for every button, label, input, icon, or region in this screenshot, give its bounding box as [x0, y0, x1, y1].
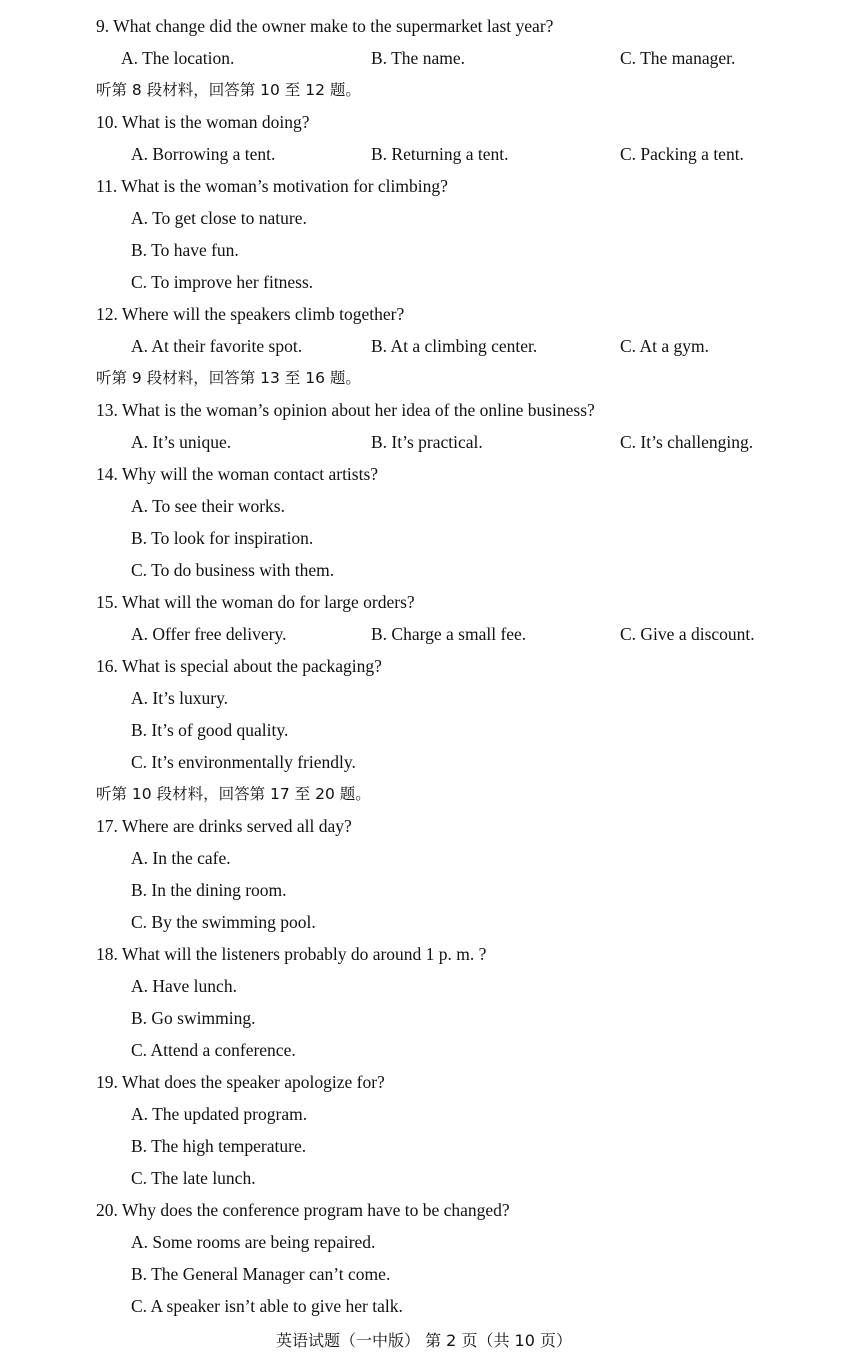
question-9-option-c: C. The manager.	[620, 48, 736, 68]
page-footer: 英语试题（一中版） 第 2 页（共 10 页）	[276, 1331, 572, 1350]
question-16-option-a: A. It’s luxury.	[131, 688, 229, 708]
question-9-option-a: A. The location.	[121, 48, 235, 68]
question-12-option-b: B. At a climbing center.	[371, 336, 538, 356]
question-13-option-c: C. It’s challenging.	[620, 432, 754, 452]
question-16-stem: 16. What is special about the packaging?	[96, 656, 382, 676]
question-14-stem: 14. Why will the woman contact artists?	[96, 464, 379, 484]
question-12-option-a: A. At their favorite spot.	[131, 336, 303, 356]
question-19-option-c: C. The late lunch.	[131, 1168, 256, 1188]
section-10-instruction: 听第 10 段材料，回答第 17 至 20 题。	[96, 785, 371, 803]
question-11-option-a: A. To get close to nature.	[131, 208, 307, 228]
question-14-option-c: C. To do business with them.	[131, 560, 335, 580]
question-12-stem: 12. Where will the speakers climb together?	[96, 304, 405, 324]
question-16-option-c: C. It’s environmentally friendly.	[131, 752, 356, 772]
question-19-option-b: B. The high temperature.	[131, 1136, 307, 1156]
question-16-option-b: B. It’s of good quality.	[131, 720, 289, 740]
question-15-option-c: C. Give a discount.	[620, 624, 755, 644]
question-15-option-b: B. Charge a small fee.	[371, 624, 527, 644]
question-18-option-b: B. Go swimming.	[131, 1008, 256, 1028]
question-13-stem: 13. What is the woman’s opinion about her idea of the online business?	[96, 400, 595, 420]
question-18-stem: 18. What will the listeners probably do around 1 p. m. ?	[96, 944, 487, 964]
question-10-option-c: C. Packing a tent.	[620, 144, 744, 164]
question-15-stem: 15. What will the woman do for large orders?	[96, 592, 415, 612]
question-17-option-b: B. In the dining room.	[131, 880, 287, 900]
section-9-instruction: 听第 9 段材料，回答第 13 至 16 题。	[96, 369, 361, 387]
question-17-option-c: C. By the swimming pool.	[131, 912, 316, 932]
question-14-option-b: B. To look for inspiration.	[131, 528, 314, 548]
section-8-instruction: 听第 8 段材料，回答第 10 至 12 题。	[96, 81, 361, 99]
question-19-option-a: A. The updated program.	[131, 1104, 308, 1124]
question-10-option-b: B. Returning a tent.	[371, 144, 509, 164]
question-12-option-c: C. At a gym.	[620, 336, 709, 356]
question-20-option-b: B. The General Manager can’t come.	[131, 1264, 391, 1284]
question-18-option-a: A. Have lunch.	[131, 976, 237, 996]
question-15-option-a: A. Offer free delivery.	[131, 624, 287, 644]
question-9-stem: 9. What change did the owner make to the supermarket last year?	[96, 16, 554, 36]
question-14-option-a: A. To see their works.	[131, 496, 285, 516]
question-13-option-a: A. It’s unique.	[131, 432, 232, 452]
question-13-option-b: B. It’s practical.	[371, 432, 483, 452]
question-10-option-a: A. Borrowing a tent.	[131, 144, 276, 164]
question-11-option-c: C. To improve her fitness.	[131, 272, 314, 292]
question-17-stem: 17. Where are drinks served all day?	[96, 816, 352, 836]
question-11-option-b: B. To have fun.	[131, 240, 239, 260]
question-9-option-b: B. The name.	[371, 48, 465, 68]
question-20-option-a: A. Some rooms are being repaired.	[131, 1232, 376, 1252]
question-19-stem: 19. What does the speaker apologize for?	[96, 1072, 385, 1092]
question-18-option-c: C. Attend a conference.	[131, 1040, 296, 1060]
question-11-stem: 11. What is the woman’s motivation for climbing?	[96, 176, 448, 196]
question-20-option-c: C. A speaker isn’t able to give her talk.	[131, 1296, 403, 1316]
question-17-option-a: A. In the cafe.	[131, 848, 231, 868]
question-10-stem: 10. What is the woman doing?	[96, 112, 310, 132]
question-20-stem: 20. Why does the conference program have to be changed?	[96, 1200, 510, 1220]
